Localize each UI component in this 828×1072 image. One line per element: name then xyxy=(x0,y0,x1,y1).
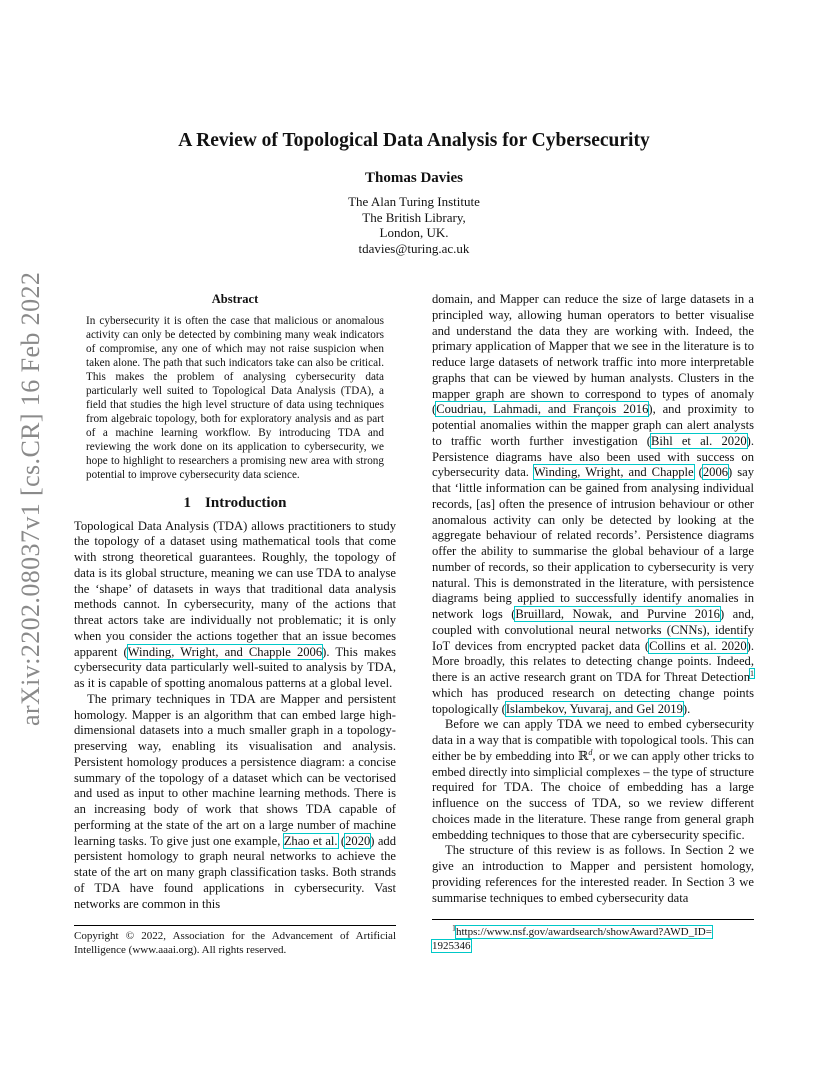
math-symbol: ℝ xyxy=(577,748,589,763)
paragraph-text: domain, and Mapper can reduce the size of large datasets in a principled way, allowing human operators to better visualise and understand the data they are working with. Indeed, the primary application of Mapper that we see in the literature is to reduce large datasets of network traffic into more interpretable graphs that can be viewed by human analysts. Clusters in the mapper graph are shown to correspond to types of anomaly ( xyxy=(432,292,754,417)
copyright-notice: Copyright © 2022, Association for the Advancement of Artificial Intelligence (www.aaai.org). All rights reserved. xyxy=(74,925,396,957)
citation-link[interactable]: Winding, Wright, and Chapple xyxy=(533,465,694,480)
author-affiliation xyxy=(0,194,828,256)
paragraph-text: which has produced research on detecting change points topologically ( xyxy=(432,685,754,716)
paragraph-text: ) say that ‘little information can be gained from analysing individual records, [as] often the presence of intrusion behaviour or other anomalous activity can only be detected by looking at the aggregate behaviour of related records’. Persistence diagrams offer the ability to summarise the global behaviour of a large number of records, so their application to cybersecurity is very natural. This is demonstrated in the literature, with persistence diagrams being applied to successfully identify anomalies in network logs ( xyxy=(432,465,755,621)
footnote-url-continued[interactable]: 1925346 xyxy=(432,940,471,952)
section-number: 1 xyxy=(183,494,192,511)
footnote-number: 1 xyxy=(452,923,456,933)
math-superscript: d xyxy=(588,747,593,757)
paragraph-text: ( xyxy=(693,465,703,480)
affiliation-line: London, UK. xyxy=(379,225,449,240)
section-heading xyxy=(74,496,396,512)
paragraph-text: ). Persistence diagrams have also been used with success on cybersecurity data. xyxy=(432,433,755,480)
footnote-marker[interactable]: 1 xyxy=(750,668,754,678)
footnote-url[interactable]: https://www.nsf.gov/awardsearch/showAward?AWD_ID= xyxy=(456,926,712,938)
paragraph-text: ). More broadly, this relates to detecting change points. Indeed, there is an active research grant on TDA for Threat Detection xyxy=(432,638,754,684)
paragraph-text: ). xyxy=(682,701,691,716)
author-email: tdavies@turing.ac.uk xyxy=(358,240,470,256)
paragraph-text: ) add persistent homology to graph neural networks to achieve the state of the art on many graph classification tasks. Both strands of TDA have found applications in cybersecurity. Vast networks are common in this xyxy=(74,833,397,911)
affiliation-line: The British Library, xyxy=(362,209,466,225)
abstract-text: In cybersecurity it is often the case that malicious or anomalous activity can only be detected by combining many weak indicators of compromise, any one of which may not raise suspicion when taken alone. The path that such indicators take can also be critical. This makes the problem of analysing cybersecurity data particularly well suited to Topological Data Analysis (TDA), a field that studies the high level structure of data using techniques from algebraic topology, both for exploratory analysis and as part of a machine learning workflow. By introducing TDA and reviewing the work done on its application to cybersecurity, we hope to highlight to researchers a promising new area with strong potential to improve cybersecurity data science. xyxy=(86,314,384,481)
arxiv-identifier: arXiv:2202.08037v1 [cs.CR] 16 Feb 2022 xyxy=(16,271,45,726)
citation-link[interactable]: Bihl et al. 2020 xyxy=(651,433,747,448)
citation-link[interactable]: Collins et al. 2020 xyxy=(649,638,747,653)
paragraph-text: ( xyxy=(337,833,346,848)
paragraph-text: Topological Data Analysis (TDA) allows practitioners to study the topology of a dataset using mathematical tools that come with strong theoretical guarantees. Roughly, the topology of data is its global structure, meaning we can use TDA to analyse the ‘shape’ of datasets in ways that traditional data analysis methods cannot. In cybersecurity, many of the actions that threat actors take are individually not problematic; it is only when you consider the actions together that an issue becomes apparent ( xyxy=(74,518,396,659)
citation-link[interactable]: Bruillard, Nowak, and Purvine 2016 xyxy=(515,607,720,621)
paragraph-text: , or we can apply other tricks to embed directly into simplicial complexes – the type of structure required for TDA. The choice of embedding has a large influence on the success of TDA, so we review different choices made in the literature. These range from general graph embedding techniques to those that are cybersecurity specific. xyxy=(432,748,754,842)
right-column xyxy=(432,292,754,906)
citation-link[interactable]: Islambekov, Yuvaraj, and Gel 2019 xyxy=(505,701,683,716)
paper-title: A Review of Topological Data Analysis for Cybersecurity xyxy=(178,130,650,151)
citation-link[interactable]: Winding, Wright, and Chapple 2006 xyxy=(127,644,323,659)
intro-paragraph-1 xyxy=(74,519,396,692)
intro-paragraph-2 xyxy=(74,692,396,913)
citation-link[interactable]: Zhao et al. xyxy=(283,833,338,848)
citation-link[interactable]: 2006 xyxy=(702,465,729,480)
paragraph-text: The primary techniques in TDA are Mapper and persistent homology. Mapper is an algorithm that can embed large high-dimensional datasets into a much smaller graph in a topology-preserving way, enabling its visualisation and analysis. Persistent homology produces a persistence diagram: a concise summary of the topology of a dataset which can be vectorised and used as input to other machine learning methods. There is an increasing body of work that shows TDA capable of performing at the state of the art on a large number of machine learning tasks. To give just one example, xyxy=(74,691,396,848)
paragraph-text: ), and proximity to potential anomalies within the mapper graph can alert analysts to traffic worth further investigation ( xyxy=(432,402,754,448)
affiliation-line: The Alan Turing Institute xyxy=(348,194,480,209)
intro-paragraph-4 xyxy=(432,717,754,843)
citation-link[interactable]: Coudriau, Lahmadi, and François 2016 xyxy=(436,402,649,417)
paragraph-text: ) and, coupled with convolutional neural networks (CNNs), identify IoT devices from encrypted packet data ( xyxy=(432,607,754,653)
author-name: Thomas Davies xyxy=(365,170,463,186)
intro-paragraph-5: The structure of this review is as follows. In Section 2 we give an introduction to Mapper and persistent homology, providing references for the interested reader. In Section 3 we summarise techniques to embed cybersecurity data xyxy=(432,843,754,905)
citation-link[interactable]: 2020 xyxy=(345,833,371,848)
section-title: Introduction xyxy=(205,494,287,511)
abstract-heading: Abstract xyxy=(211,292,259,306)
paragraph-text: Before we can apply TDA we need to embed cybersecurity data in a way that is compatible with topological tools. This can either be by embedding into xyxy=(432,717,754,763)
footnote xyxy=(432,919,754,953)
left-column xyxy=(74,292,396,912)
intro-paragraph-3 xyxy=(432,292,754,717)
paragraph-text: ). This makes cybersecurity data particularly well-suited to analysis by TDA, as it is capable of spotting anomalous patterns at a global level. xyxy=(74,644,396,690)
